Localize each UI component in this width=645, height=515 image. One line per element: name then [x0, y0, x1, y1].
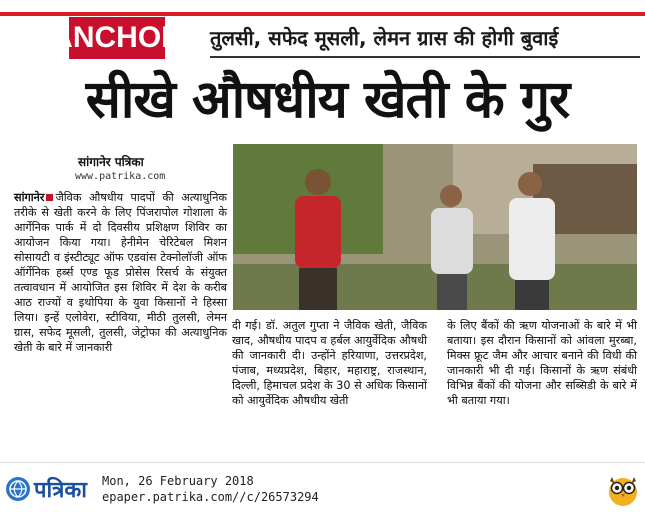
globe-icon [6, 477, 30, 501]
footer-meta [102, 473, 319, 505]
article-column-1-text: जैविक औषधीय पादपों की अत्याधुनिक तरीके से खेती करने के लिए पिंजरापोल गोशाला के आर्गेनिक पार्क में दो दिवसीय प्रशिक्षण शिविर का आयोजन किया गया। हेनीमेन चेरिटेबल मिशन सोसायटी व इंस्टीट्यूट ऑफ एडवांस टेक्नोलॉजी ऑफ ऑर्गेनिक हर्ब्स एण्ड फूड प्रोसेस रिसर्च के संयुक्त तत्वावधान में आयोजित इस शिविर में देश के करीब आठ राज्यों व इथोपिया के युवा किसानों ने हिस्सा लिया। इन्हें एलोवेरा, स्टीविया, मीठी तुलसी, लेमन ग्रास, सफेद मूसली, तुलसी, जेट्रोफा की अत्याधुनिक खेती के बारे में जानकारी [14, 191, 227, 354]
article-column-3: के लिए बैंकों की ऋण योजनाओं के बारे में भी बताया। इस दौरान किसानों को आंवला मुरब्बा, मिक्स फ्रूट जैम और आचार बनाने की विधी की जानकारी भी दी गई। किसानों के ऋण संबंधी विभिन्न बैंकों की योजना और सब्सिडी के बारे में भी बताया गया। [447, 319, 637, 407]
edition-date: Mon, 26 February 2018 [102, 474, 254, 488]
article-column-1 [14, 190, 227, 355]
footer-bar [0, 462, 645, 515]
patrika-logo [6, 474, 87, 504]
kicker-headline: तुलसी, सफेद मूसली, लेमन ग्रास की होगी बुवाई [210, 26, 559, 50]
dateline-square-icon [46, 194, 53, 201]
article-column-2: दी गई। डॉ. अतुल गुप्ता ने जैविक खेती, जैविक खाद, औषधीय पादप व हर्बल आयुर्वेदिक औषधी की जानकारी दी। उन्होंने हरियाणा, उत्तरप्रदेश, पंजाब, मध्यप्रदेश, बिहार, महाराष्ट्र, राजस्थान, दिल्ली, हिमाचल प्रदेश के 30 से अधिक किसानों को आयुर्वेदिक औषधीय खेती [232, 319, 427, 407]
owl-mascot-icon [606, 473, 640, 507]
byline-source: सांगानेर पत्रिका [78, 155, 144, 169]
kicker-underline [210, 56, 640, 58]
epaper-url[interactable]: epaper.patrika.com//c/26573294 [102, 490, 319, 504]
main-headline: सीखे औषधीय खेती के गुर [85, 70, 570, 130]
owl-graphic [606, 473, 640, 507]
globe-icon-graphic [9, 480, 27, 498]
article-dateline: सांगानेर [14, 191, 45, 204]
photo-illustration [233, 144, 637, 310]
news-photo [233, 144, 637, 310]
top-red-rule [0, 12, 645, 16]
anchor-label: ANCHOR [69, 17, 165, 59]
logo-text: पत्रिका [34, 478, 87, 503]
byline-site: www.patrika.com [75, 171, 166, 182]
